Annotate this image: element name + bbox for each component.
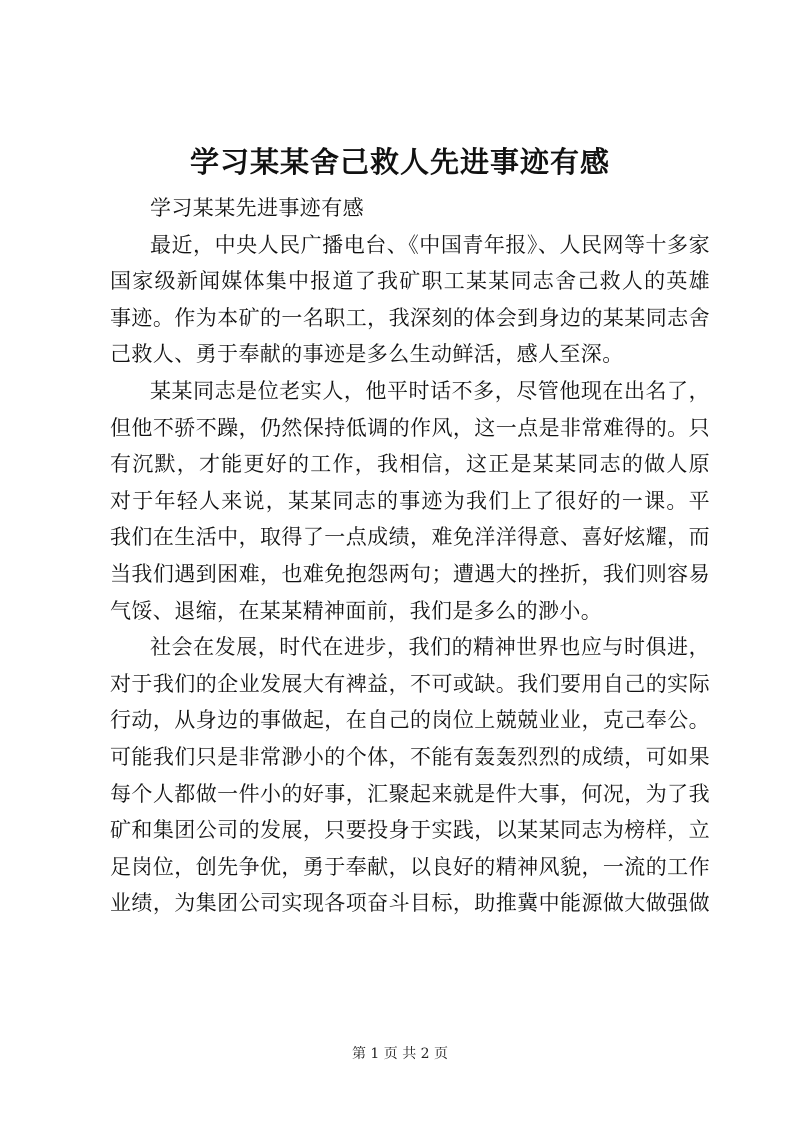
body-text-line: 但他不骄不躁，仍然保持低调的作风，这一点是非常难得的。只 — [110, 415, 710, 440]
body-text-line: 行动，从身边的事做起，在自己的岗位上兢兢业业，克己奉公。 — [110, 708, 710, 733]
body-text-line: 当我们遇到困难，也难免抱怨两句；遭遇大的挫折，我们则容易 — [110, 561, 710, 586]
body-text-line: 社会在发展，时代在进步，我们的精神世界也应与时俱进， — [150, 635, 710, 660]
document-title: 学习某某舍己救人先进事迹有感 — [189, 145, 610, 179]
body-text-line: 事迹。作为本矿的一名职工，我深刻的体会到身边的某某同志舍 — [110, 305, 710, 330]
body-text-line: 有沉默，才能更好的工作，我相信，这正是某某同志的做人原 — [110, 452, 710, 477]
body-text-line: 某某同志是位老实人，他平时话不多，尽管他现在出名了， — [150, 378, 710, 403]
body-text-line: 对于我们的企业发展大有裨益，不可或缺。我们要用自己的实际 — [110, 671, 710, 696]
body-text-line: 矿和集团公司的发展，只要投身于实践，以某某同志为榜样，立 — [110, 818, 710, 843]
body-text-line: 可能我们只是非常渺小的个体，不能有轰轰烈烈的成绩，可如果 — [110, 744, 710, 769]
body-text-line: 己救人、勇于奉献的事迹是多么生动鲜活，感人至深。 — [110, 342, 624, 367]
document-body — [110, 190, 710, 922]
body-text-line: 最近，中央人民广播电台、《中国青年报》、人民网等十多家 — [150, 232, 710, 257]
body-text-line: 国家级新闻媒体集中报道了我矿职工某某同志舍己救人的英雄 — [110, 269, 710, 294]
body-text-line: 我们在生活中，取得了一点成绩，难免洋洋得意、喜好炫耀，而 — [110, 525, 710, 550]
page-indicator: 第 1 页 共 2 页 — [351, 1046, 449, 1062]
body-text-line: 每个人都做一件小的好事，汇聚起来就是件大事，何况，为了我 — [110, 781, 710, 806]
body-text-line: 对于年轻人来说，某某同志的事迹为我们上了很好的一课。平 — [110, 488, 710, 513]
body-text-line: 足岗位，创先争优，勇于奉献，以良好的精神风貌，一流的工作 — [110, 854, 710, 879]
body-text-line: 学习某某先进事迹有感 — [150, 196, 364, 220]
body-text-line: 气馁、退缩，在某某精神面前，我们是多么的渺小。 — [110, 598, 603, 623]
body-text-line: 业绩，为集团公司实现各项奋斗目标，助推冀中能源做大做强做 — [110, 891, 710, 916]
